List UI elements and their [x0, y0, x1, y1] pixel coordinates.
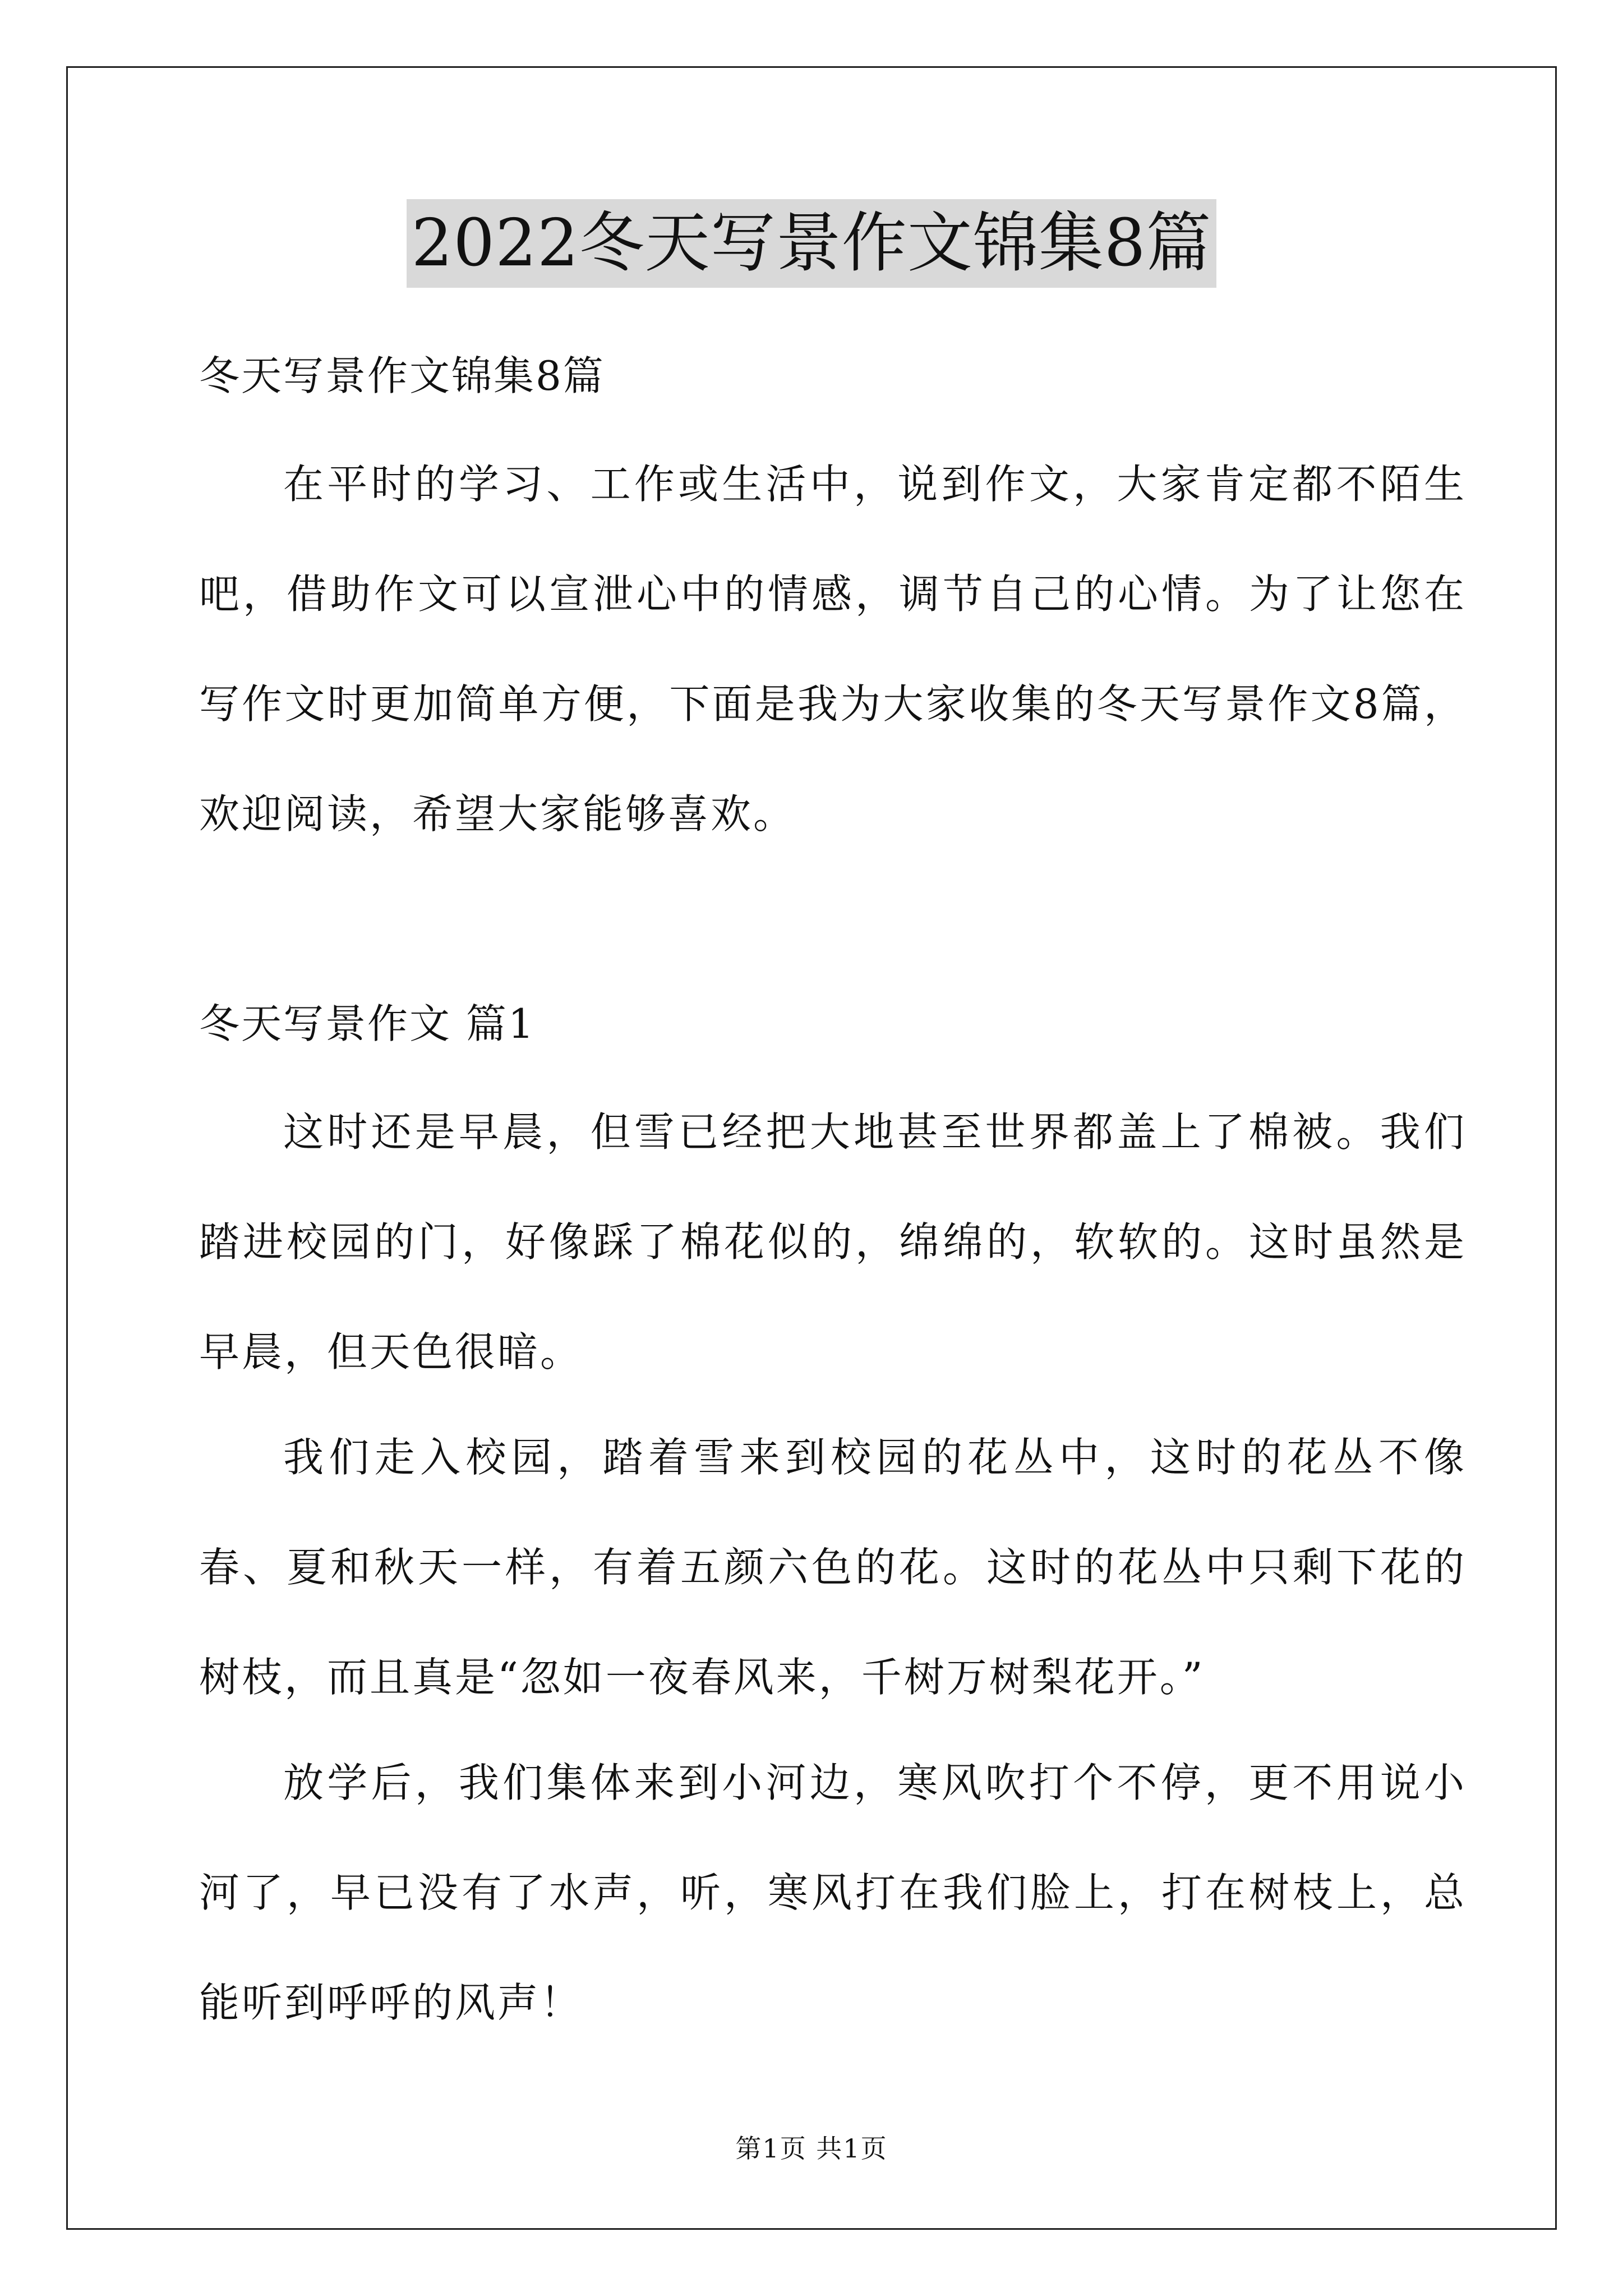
body-paragraph-1: 这时还是早晨，但雪已经把大地甚至世界都盖上了棉被。我们踏进校园的门，好像踩了棉花似的，绵绵的，软软的。这时虽然是早晨，但天色很暗。	[199, 1108, 1467, 1375]
page-footer: 第1页 共1页	[735, 2133, 888, 2164]
body-paragraph-3: 放学后，我们集体来到小河边，寒风吹打个不停，更不用说小河了，早已没有了水声，听，寒风打在我们脸上，打在树枝上，总能听到呼呼的风声！	[199, 1759, 1467, 2026]
body-paragraph-2: 我们走入校园，踏着雪来到校园的花丛中，这时的花丛不像春、夏和秋天一样，有着五颜六色的花。这时的花丛中只剩下花的树枝，而且真是“忽如一夜春风来，千树万树梨花开。”	[199, 1434, 1467, 1701]
intro-paragraph: 在平时的学习、工作或生活中，说到作文，大家肯定都不陌生吧，借助作文可以宣泄心中的情感，调节自己的心情。为了让您在写作文时更加简单方便，下面是我为大家收集的冬天写景作文8篇，欢迎阅读，希望大家能够喜欢。	[199, 461, 1467, 838]
document-title: 2022冬天写景作文锦集8篇	[407, 199, 1216, 288]
section-heading: 冬天写景作文 篇1	[199, 1000, 536, 1047]
title-container	[0, 199, 1623, 288]
document-subtitle: 冬天写景作文锦集8篇	[199, 352, 605, 399]
